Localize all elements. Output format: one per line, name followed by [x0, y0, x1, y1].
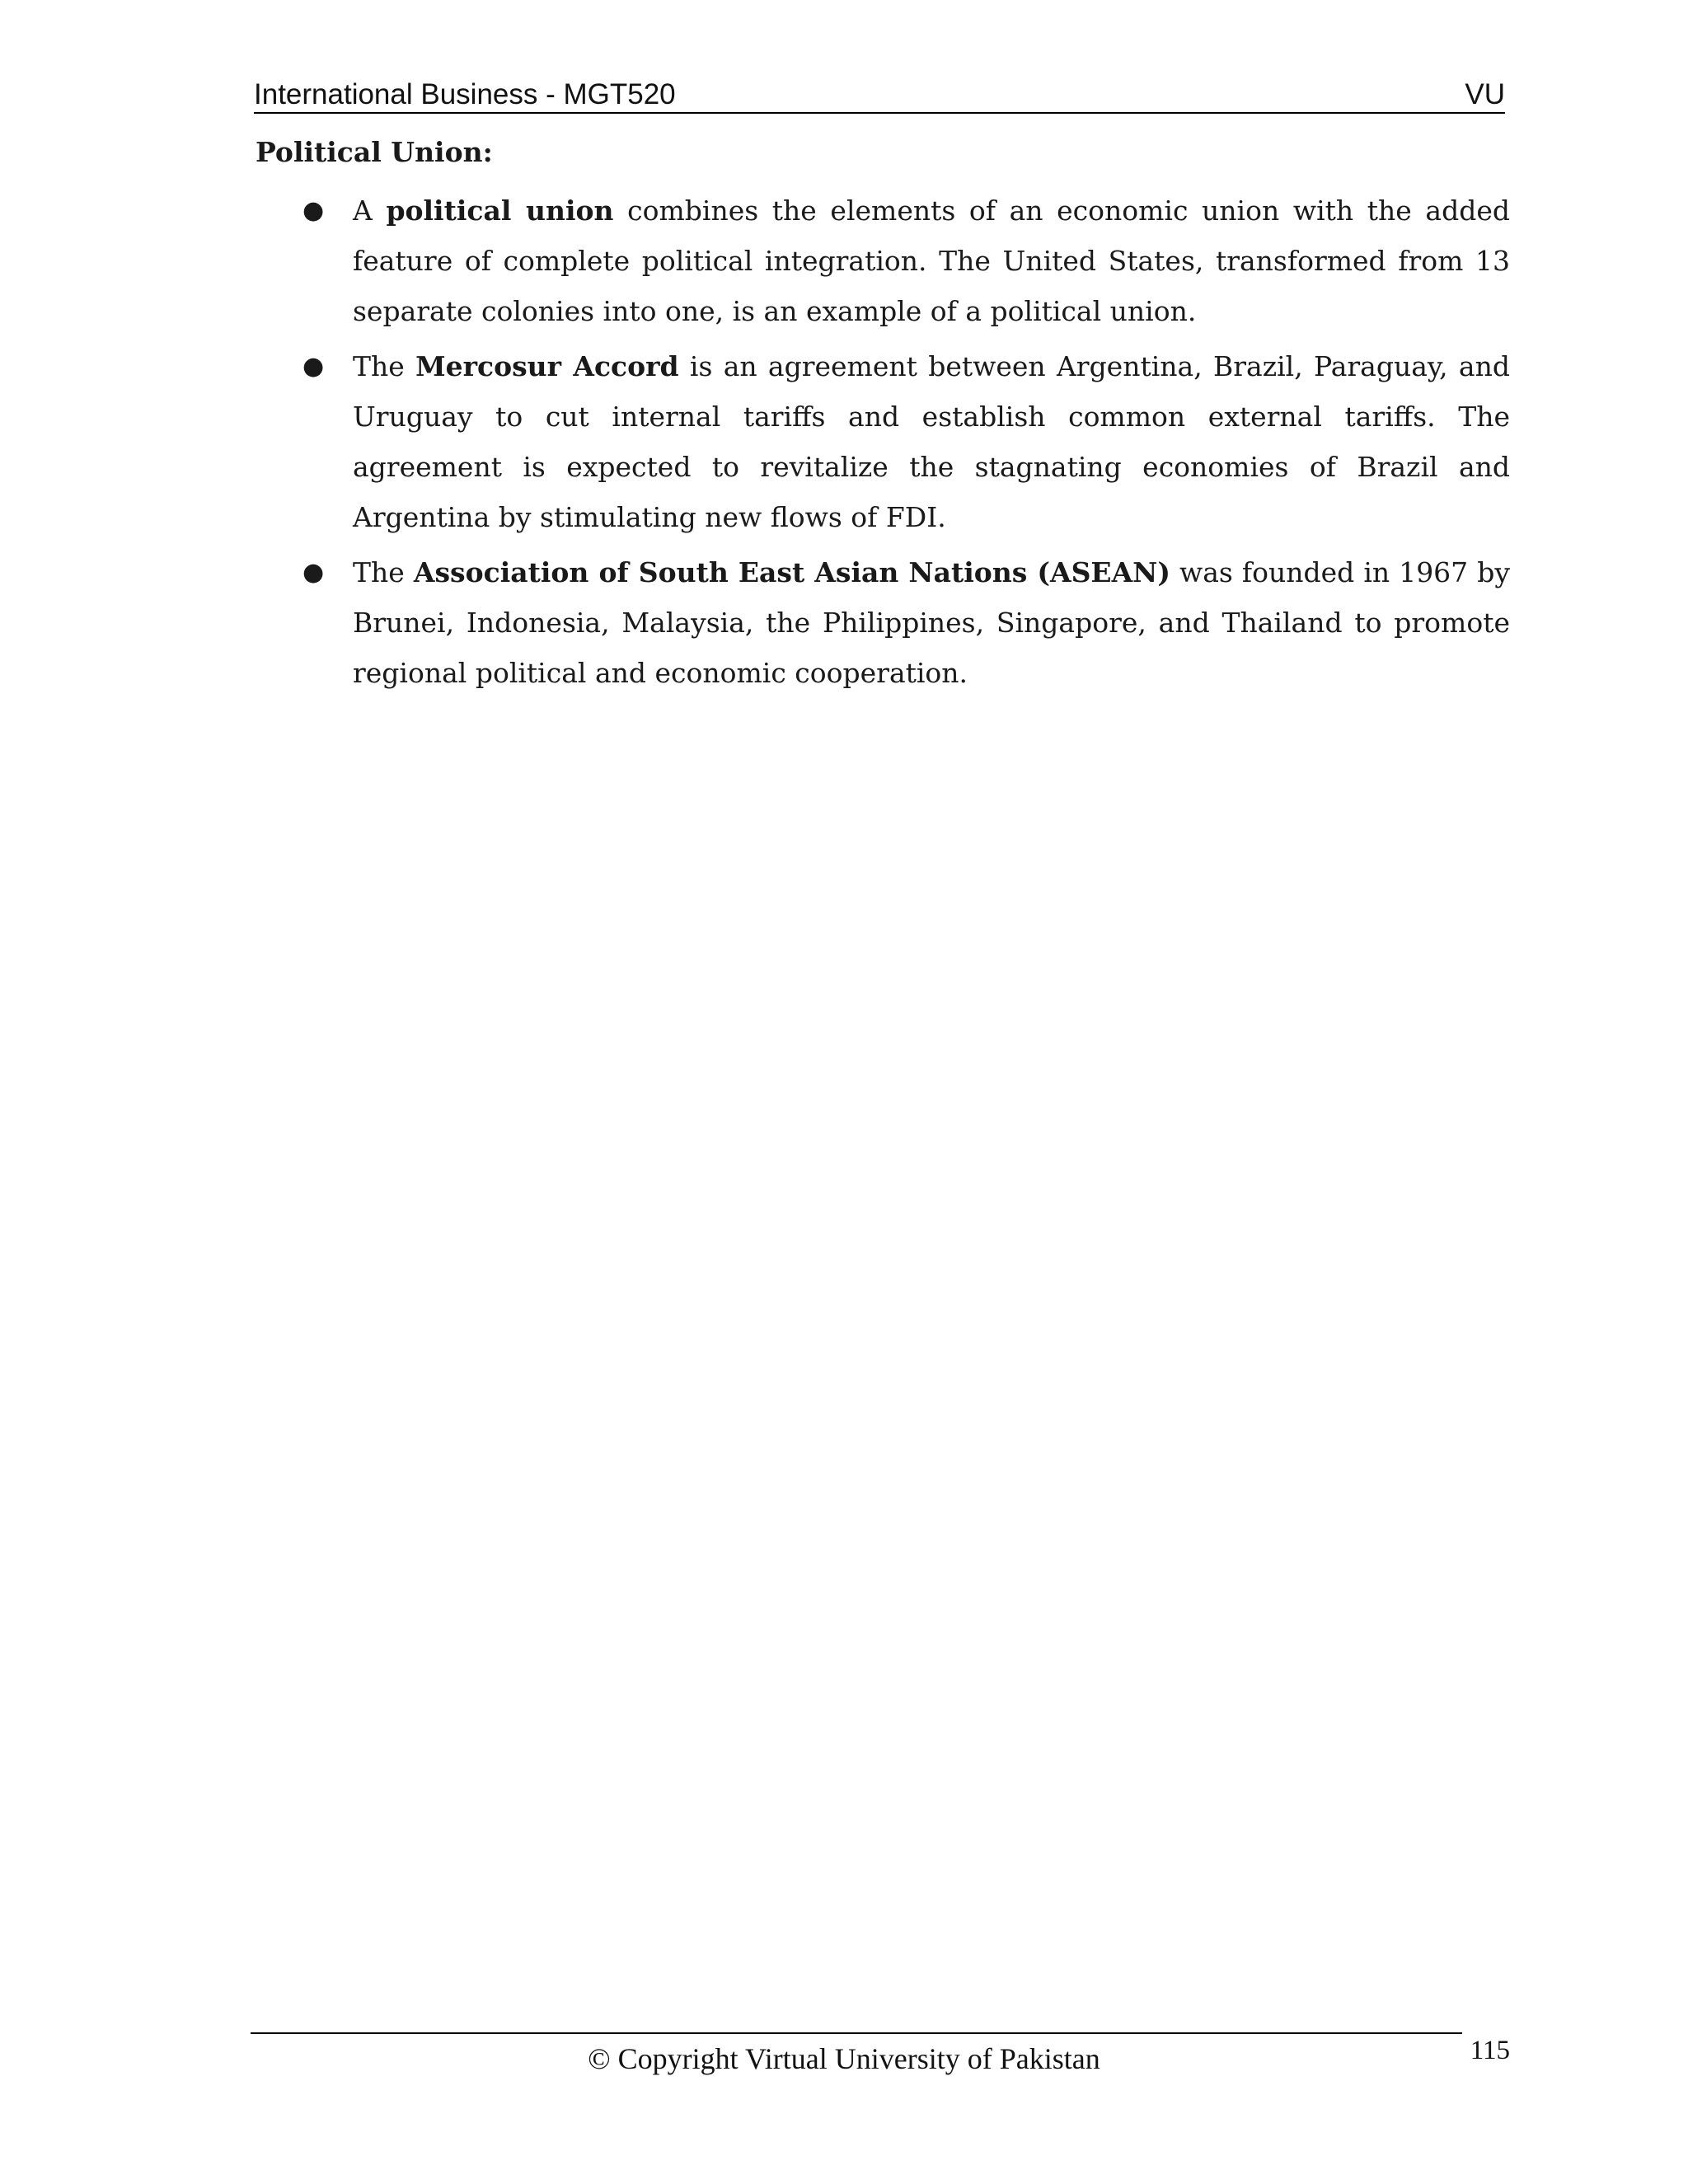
university-abbrev: VU: [1465, 78, 1505, 110]
course-title: International Business - MGT520: [254, 78, 676, 110]
bullet-item: ● A political union combines the elements of an economic union with the added feature of complete political integration. The United States, transformed from 13 separate colonies into one, is an example of a political union.: [256, 185, 1510, 336]
bold-term: Association of South East Asian Nations (ASEAN): [413, 556, 1170, 588]
bold-term: political union: [386, 194, 614, 227]
bold-term: Mercosur Accord: [415, 350, 679, 382]
footer-divider: [251, 2032, 1462, 2034]
page-header: [254, 77, 1505, 114]
bullet-item: ● The Mercosur Accord is an agreement between Argentina, Brazil, Paraguay, and Uruguay to cut internal tariffs and establish common external tariffs. The agreement is expected to revitalize the stagnating economies of Brazil and Argentina by stimulating new flows of FDI.: [256, 341, 1510, 542]
bullet-item: ● The Association of South East Asian Nations (ASEAN) was founded in 1967 by Brunei, Indonesia, Malaysia, the Philippines, Singapore, and Thailand to promote regional political and economic cooperation.: [256, 547, 1510, 698]
bullet-icon: ●: [302, 352, 325, 381]
copyright-notice: © Copyright Virtual University of Pakistan: [588, 2042, 1100, 2075]
bullet-list: [256, 185, 1510, 698]
bullet-icon: ●: [302, 558, 325, 587]
page-number: 115: [1470, 2036, 1510, 2065]
bullet-icon: ●: [302, 196, 325, 225]
main-content: [256, 134, 1510, 703]
section-heading: Political Union:: [256, 136, 493, 168]
